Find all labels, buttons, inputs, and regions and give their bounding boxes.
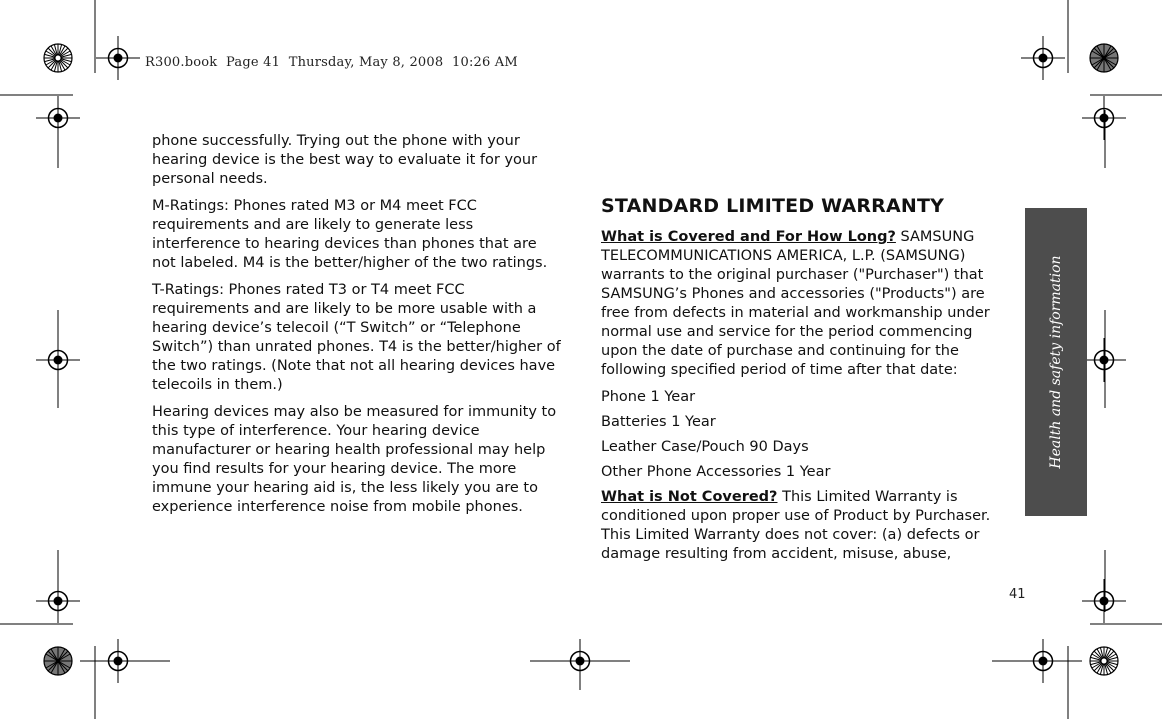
section-side-tab	[1025, 208, 1087, 516]
left-column	[152, 132, 562, 525]
paragraph-not-covered	[601, 488, 1011, 564]
print-header-stamp: R300.book Page 41 Thursday, May 8, 2008 10:26 AM	[145, 55, 518, 70]
warranty-period-leather-case: Leather Case/Pouch 90 Days	[601, 439, 809, 455]
paragraph-immunity: Hearing devices may also be measured for immunity to this type of interference. Your hearing device manufacturer or hearing health professional may help you find results for your hearing device. The more immune your hearing aid is, the less likely you are to experience interference noise from mobile phones.	[152, 404, 557, 515]
paragraph-m-ratings: M-Ratings: Phones rated M3 or M4 meet FCC requirements and are likely to generate less interference to hearing devices than phones that are not labeled. M4 is the better/higher of the two ratings.	[152, 198, 548, 271]
warranty-period-phone: Phone 1 Year	[601, 389, 696, 405]
covered-text: SAMSUNG TELECOMMUNICATIONS AMERICA, L.P. (SAMSUNG) warrants to the original purchaser ("Purchaser") that SAMSUNG’s Phones and accessories ("Products") are free from defects in material and workmanship under normal use and service for the period commencing upon the date of purchase and continuing for the following specified period of time after that date:	[601, 229, 990, 378]
right-column	[601, 196, 1011, 572]
paragraph-covered	[601, 228, 1011, 380]
paragraph-t-ratings: T-Ratings: Phones rated T3 or T4 meet FCC requirements and are likely to be more usable with a hearing device’s telecoil (“T Switch” or “Telephone Switch”) than unrated phones. T4 is the better/higher of the two ratings. (Note that not all hearing devices have telecoils in them.)	[152, 282, 561, 393]
paragraph-hearing-test: phone successfully. Trying out the phone with your hearing device is the best way to evaluate it for your personal needs.	[152, 133, 538, 187]
covered-lead: What is Covered and For How Long?	[601, 229, 896, 245]
not-covered-text: This Limited Warranty is conditioned upon proper use of Product by Purchaser. This Limited Warranty does not cover: (a) defects or damage resulting from accident, misuse, abuse,	[601, 489, 991, 562]
not-covered-lead: What is Not Covered?	[601, 489, 778, 505]
warranty-period-accessories: Other Phone Accessories 1 Year	[601, 464, 831, 480]
section-title: STANDARD LIMITED WARRANTY	[601, 195, 945, 217]
page-number: 41	[1009, 587, 1026, 602]
warranty-period-batteries: Batteries 1 Year	[601, 414, 716, 430]
side-tab-label: Health and safety information	[1048, 255, 1064, 469]
